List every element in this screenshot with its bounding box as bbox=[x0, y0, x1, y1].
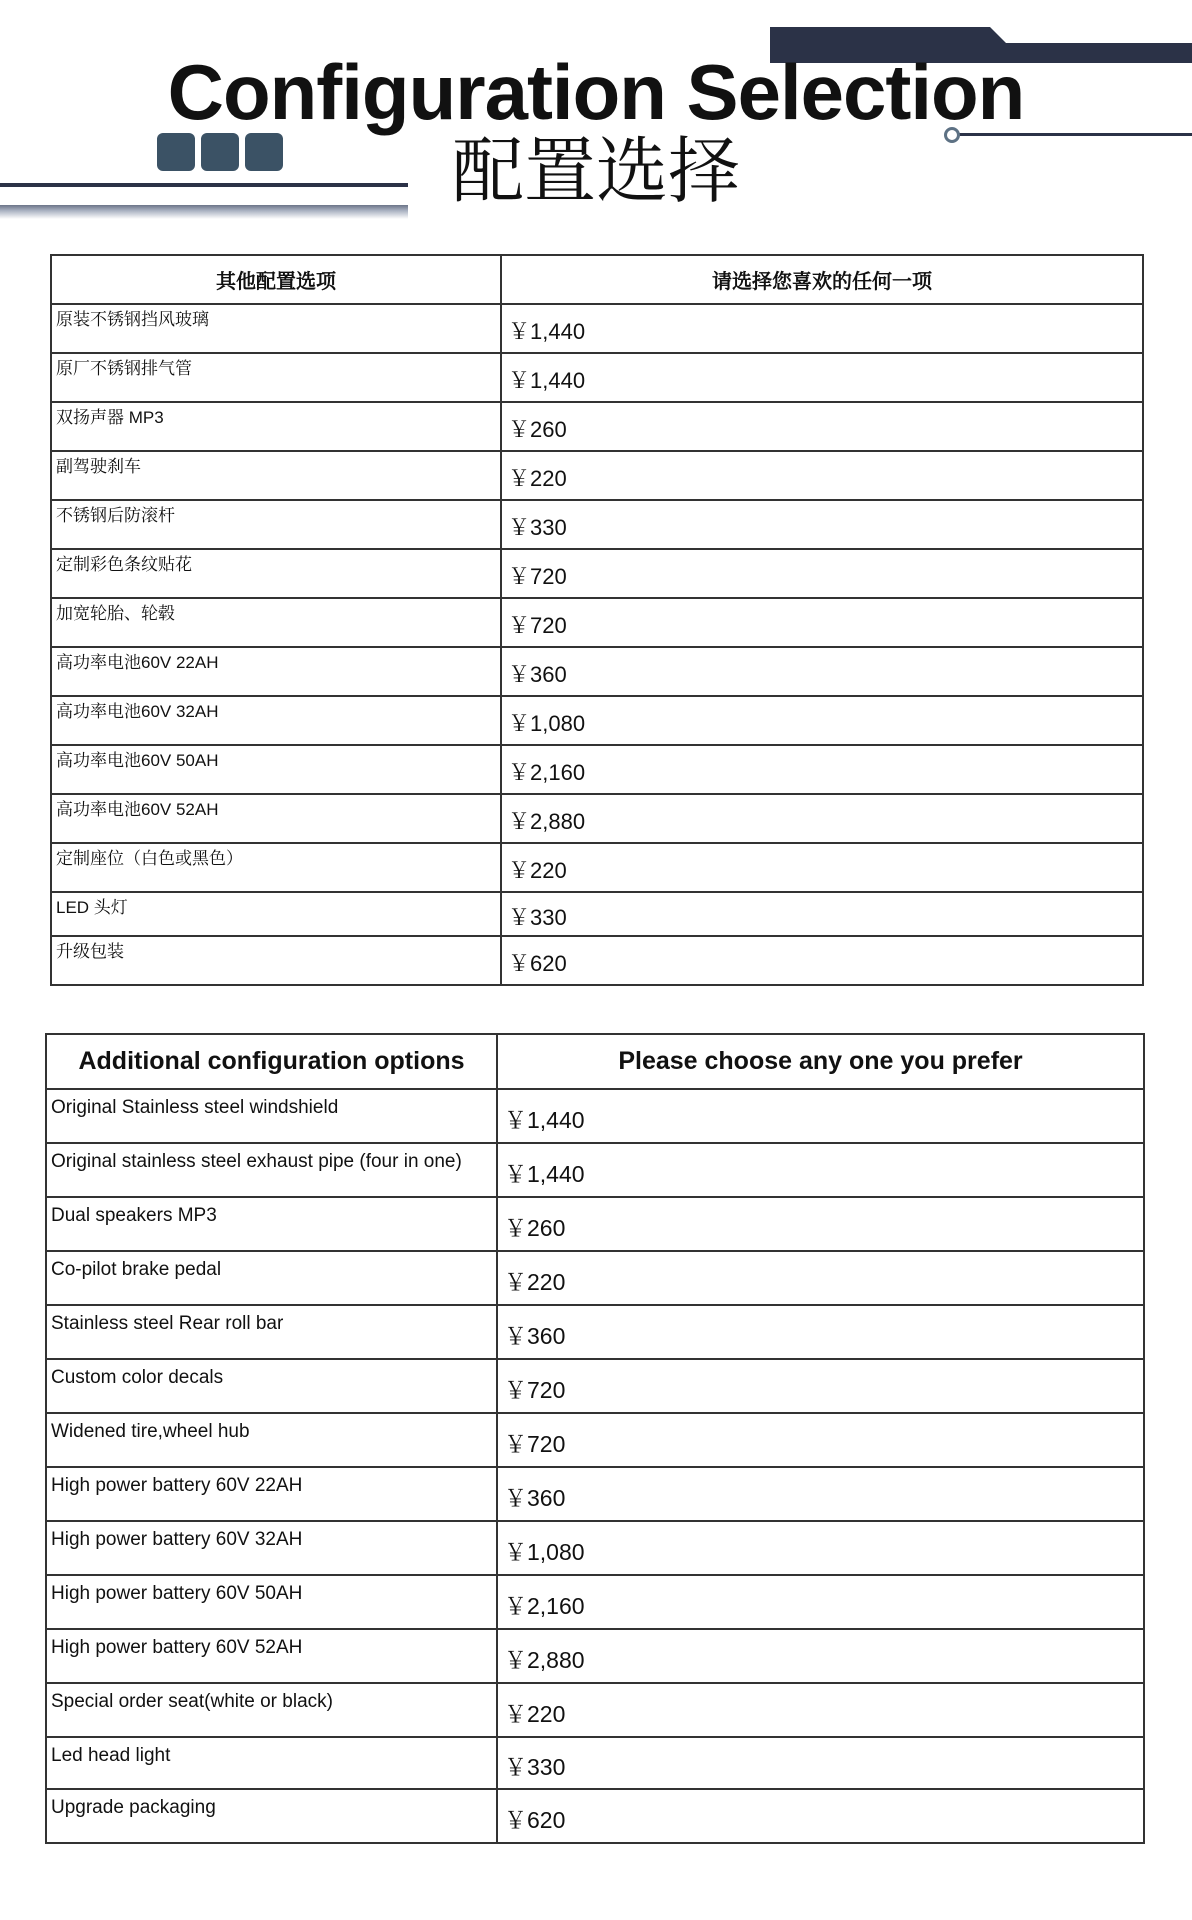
price-cell: ￥620 bbox=[501, 936, 1143, 985]
table-row bbox=[46, 1305, 1144, 1359]
price-cell: ￥720 bbox=[497, 1359, 1144, 1413]
option-cell: High power battery 60V 32AH bbox=[46, 1521, 497, 1575]
table-row bbox=[46, 1575, 1144, 1629]
column-header-option: Additional configuration options bbox=[46, 1034, 497, 1089]
price-cell: ￥360 bbox=[501, 647, 1143, 696]
option-cell: 双扬声器 MP3 bbox=[51, 402, 501, 451]
table-row bbox=[51, 402, 1143, 451]
option-cell: Special order seat(white or black) bbox=[46, 1683, 497, 1737]
table-row bbox=[51, 647, 1143, 696]
price-cell: ￥360 bbox=[497, 1305, 1144, 1359]
price-cell: ￥1,440 bbox=[497, 1089, 1144, 1143]
option-cell: Dual speakers MP3 bbox=[46, 1197, 497, 1251]
option-cell: 高功率电池60V 52AH bbox=[51, 794, 501, 843]
price-cell: ￥220 bbox=[501, 843, 1143, 892]
price-cell: ￥720 bbox=[501, 549, 1143, 598]
price-cell: ￥330 bbox=[501, 500, 1143, 549]
price-cell: ￥1,440 bbox=[501, 304, 1143, 353]
table-row bbox=[46, 1629, 1144, 1683]
table-row bbox=[51, 353, 1143, 402]
price-cell: ￥220 bbox=[497, 1251, 1144, 1305]
table-row bbox=[46, 1089, 1144, 1143]
table-row bbox=[51, 936, 1143, 985]
option-cell: Upgrade packaging bbox=[46, 1789, 497, 1843]
table-row bbox=[51, 500, 1143, 549]
table-row bbox=[51, 745, 1143, 794]
option-cell: 高功率电池60V 32AH bbox=[51, 696, 501, 745]
option-cell: 定制座位（白色或黑色） bbox=[51, 843, 501, 892]
page-title-cn: 配置选择 bbox=[451, 129, 740, 213]
price-cell: ￥2,880 bbox=[501, 794, 1143, 843]
option-cell: 不锈钢后防滚杆 bbox=[51, 500, 501, 549]
price-cell: ￥220 bbox=[501, 451, 1143, 500]
option-cell: Original Stainless steel windshield bbox=[46, 1089, 497, 1143]
table-row bbox=[51, 696, 1143, 745]
price-cell: ￥2,160 bbox=[501, 745, 1143, 794]
option-cell: Led head light bbox=[46, 1737, 497, 1789]
option-cell: High power battery 60V 50AH bbox=[46, 1575, 497, 1629]
table-row bbox=[46, 1467, 1144, 1521]
option-cell: 原装不锈钢挡风玻璃 bbox=[51, 304, 501, 353]
table-row bbox=[51, 892, 1143, 936]
option-cell: Custom color decals bbox=[46, 1359, 497, 1413]
option-cell: Widened tire,wheel hub bbox=[46, 1413, 497, 1467]
config-table-cn bbox=[50, 254, 1144, 986]
table-row bbox=[46, 1737, 1144, 1789]
price-cell: ￥260 bbox=[497, 1197, 1144, 1251]
table-row bbox=[46, 1251, 1144, 1305]
option-cell: 高功率电池60V 22AH bbox=[51, 647, 501, 696]
option-cell: Original stainless steel exhaust pipe (four in one) bbox=[46, 1143, 497, 1197]
table-row bbox=[51, 549, 1143, 598]
page-title-en: Configuration Selection bbox=[167, 48, 1025, 136]
option-cell: 副驾驶刹车 bbox=[51, 451, 501, 500]
column-header-price: Please choose any one you prefer bbox=[497, 1034, 1144, 1089]
option-cell: Stainless steel Rear roll bar bbox=[46, 1305, 497, 1359]
table-row bbox=[46, 1413, 1144, 1467]
price-cell: ￥720 bbox=[501, 598, 1143, 647]
price-cell: ￥330 bbox=[497, 1737, 1144, 1789]
price-cell: ￥720 bbox=[497, 1413, 1144, 1467]
table-row bbox=[46, 1521, 1144, 1575]
option-cell: LED 头灯 bbox=[51, 892, 501, 936]
table-row bbox=[51, 304, 1143, 353]
option-cell: 升级包装 bbox=[51, 936, 501, 985]
table-row bbox=[46, 1197, 1144, 1251]
option-cell: Co-pilot brake pedal bbox=[46, 1251, 497, 1305]
option-cell: 定制彩色条纹贴花 bbox=[51, 549, 501, 598]
price-cell: ￥1,440 bbox=[501, 353, 1143, 402]
table-row bbox=[51, 843, 1143, 892]
price-cell: ￥1,080 bbox=[501, 696, 1143, 745]
table-row bbox=[51, 598, 1143, 647]
table-row bbox=[51, 794, 1143, 843]
table-row bbox=[46, 1359, 1144, 1413]
table-row bbox=[46, 1143, 1144, 1197]
price-cell: ￥620 bbox=[497, 1789, 1144, 1843]
option-cell: High power battery 60V 22AH bbox=[46, 1467, 497, 1521]
price-cell: ￥1,080 bbox=[497, 1521, 1144, 1575]
table-row bbox=[46, 1789, 1144, 1843]
option-cell: High power battery 60V 52AH bbox=[46, 1629, 497, 1683]
price-cell: ￥220 bbox=[497, 1683, 1144, 1737]
option-cell: 原厂不锈钢排气管 bbox=[51, 353, 501, 402]
price-cell: ￥2,160 bbox=[497, 1575, 1144, 1629]
option-cell: 高功率电池60V 50AH bbox=[51, 745, 501, 794]
price-cell: ￥1,440 bbox=[497, 1143, 1144, 1197]
price-cell: ￥260 bbox=[501, 402, 1143, 451]
table-row bbox=[51, 451, 1143, 500]
column-header-option: 其他配置选项 bbox=[51, 255, 501, 304]
price-cell: ￥360 bbox=[497, 1467, 1144, 1521]
option-cell: 加宽轮胎、轮毂 bbox=[51, 598, 501, 647]
config-table-en bbox=[45, 1033, 1145, 1844]
column-header-price: 请选择您喜欢的任何一项 bbox=[501, 255, 1143, 304]
price-cell: ￥2,880 bbox=[497, 1629, 1144, 1683]
table-row bbox=[46, 1683, 1144, 1737]
price-cell: ￥330 bbox=[501, 892, 1143, 936]
